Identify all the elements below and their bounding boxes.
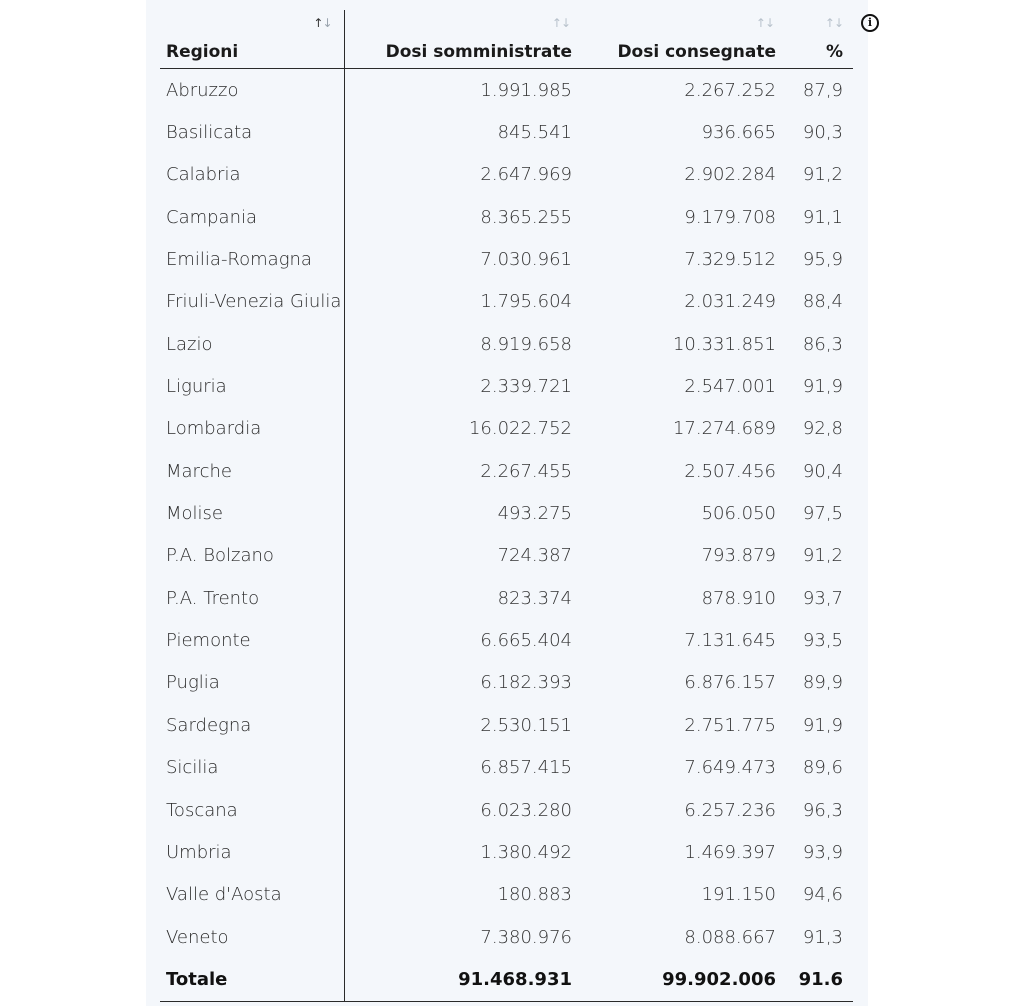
administered-cell: 823.374 [497,587,572,609]
delivered-cell: 6.257.236 [684,799,776,821]
column-header-percent[interactable] [776,10,853,69]
percent-cell: 91,2 [802,545,843,567]
region-cell: Abruzzo [160,69,344,112]
administered-cell: 7.030.961 [480,249,572,271]
sort-arrows-icon[interactable]: ↑↓ [551,16,570,30]
column-header-label: % [825,42,843,62]
table-row [160,238,853,280]
table-row [160,662,853,704]
table-row [160,154,853,196]
column-header-region[interactable] [160,10,344,69]
region-cell: Puglia [160,662,344,704]
percent-cell: 86,3 [802,333,843,355]
region-cell: Sardegna [160,704,344,746]
administered-cell: 6.665.404 [480,630,572,652]
region-cell: Marche [160,450,344,492]
region-cell: Veneto [160,916,344,958]
delivered-cell: 8.088.667 [684,926,776,948]
sort-arrows-icon[interactable]: ↑↓ [755,16,774,30]
delivered-cell: 878.910 [701,587,776,609]
percent-cell: 90,3 [802,122,843,144]
administered-cell: 1.991.985 [480,79,572,101]
administered-cell: 724.387 [497,545,572,567]
region-cell: P.A. Trento [160,577,344,619]
percent-cell: 91,3 [802,926,843,948]
table-row [160,704,853,746]
region-cell: Molise [160,492,344,534]
administered-cell: 1.380.492 [480,841,572,863]
administered-cell: 2.647.969 [480,164,572,186]
sort-arrows-icon[interactable]: ↑↓ [824,16,843,30]
delivered-cell: 7.131.645 [684,630,776,652]
total-administered-cell: 91.468.931 [344,958,572,1001]
delivered-cell: 17.274.689 [672,418,776,440]
table-row [160,196,853,238]
delivered-cell: 9.179.708 [684,206,776,228]
administered-cell: 7.380.976 [480,926,572,948]
administered-cell: 1.795.604 [480,291,572,313]
table-row [160,111,853,153]
region-cell: Friuli-Venezia Giulia [160,281,344,323]
percent-cell: 94,6 [802,884,843,906]
column-header-delivered[interactable] [572,10,776,69]
delivered-cell: 2.507.456 [684,460,776,482]
delivered-cell: 10.331.851 [672,333,776,355]
percent-cell: 95,9 [802,249,843,271]
table-row [160,535,853,577]
region-cell: Emilia-Romagna [160,238,344,280]
delivered-cell: 2.267.252 [684,79,776,101]
delivered-cell: 2.547.001 [684,376,776,398]
table-header-row [160,10,853,69]
delivered-cell: 6.876.157 [684,672,776,694]
percent-cell: 87,9 [802,79,843,101]
table-row [160,69,853,112]
table-row [160,916,853,958]
table-row [160,492,853,534]
percent-cell: 96,3 [802,799,843,821]
administered-cell: 493.275 [497,503,572,525]
delivered-cell: 2.751.775 [684,714,776,736]
percent-cell: 89,9 [802,672,843,694]
table-row [160,281,853,323]
delivered-cell: 936.665 [701,122,776,144]
administered-cell: 6.857.415 [480,757,572,779]
region-cell: Piemonte [160,619,344,661]
column-header-label: Regioni [166,42,239,62]
table-row [160,831,853,873]
table-row [160,577,853,619]
table-row [160,747,853,789]
administered-cell: 2.530.151 [480,714,572,736]
table-row [160,408,853,450]
table-body [160,69,853,1002]
table-row [160,450,853,492]
delivered-cell: 7.329.512 [684,249,776,271]
delivered-cell: 793.879 [701,545,776,567]
region-cell: Umbria [160,831,344,873]
delivered-cell: 191.150 [701,884,776,906]
administered-cell: 6.182.393 [480,672,572,694]
region-cell: Campania [160,196,344,238]
delivered-cell: 1.469.397 [684,841,776,863]
administered-cell: 8.919.658 [480,333,572,355]
percent-cell: 91,9 [802,714,843,736]
column-header-administered[interactable] [344,10,572,69]
percent-cell: 93,7 [802,587,843,609]
administered-cell: 845.541 [497,122,572,144]
administered-cell: 2.339.721 [480,376,572,398]
region-cell: Lombardia [160,408,344,450]
administered-cell: 2.267.455 [480,460,572,482]
region-cell: Valle d'Aosta [160,874,344,916]
percent-cell: 92,8 [802,418,843,440]
column-header-label: Dosi somministrate [385,42,572,62]
table-row [160,874,853,916]
region-cell: Sicilia [160,747,344,789]
total-row [160,958,853,1001]
table-row [160,789,853,831]
total-percent-cell: 91.6 [776,958,853,1001]
delivered-cell: 2.031.249 [684,291,776,313]
region-cell: P.A. Bolzano [160,535,344,577]
info-icon[interactable]: i [861,14,879,32]
table-row [160,365,853,407]
table-row [160,323,853,365]
percent-cell: 93,5 [802,630,843,652]
column-header-label: Dosi consegnate [617,42,776,62]
percent-cell: 91,2 [802,164,843,186]
administered-cell: 6.023.280 [480,799,572,821]
delivered-cell: 506.050 [701,503,776,525]
total-label-cell: Totale [160,958,344,1001]
region-cell: Lazio [160,323,344,365]
percent-cell: 91,9 [802,376,843,398]
percent-cell: 91,1 [802,206,843,228]
administered-cell: 16.022.752 [468,418,572,440]
delivered-cell: 2.902.284 [684,164,776,186]
administered-cell: 180.883 [497,884,572,906]
total-delivered-cell: 99.902.006 [572,958,776,1001]
percent-cell: 93,9 [802,841,843,863]
region-cell: Basilicata [160,111,344,153]
table-row [160,619,853,661]
percent-cell: 97,5 [802,503,843,525]
percent-cell: 89,6 [802,757,843,779]
region-cell: Toscana [160,789,344,831]
sort-arrows-icon[interactable]: ↑↓ [313,16,332,30]
administered-cell: 8.365.255 [480,206,572,228]
vaccine-doses-table [160,10,853,1002]
delivered-cell: 7.649.473 [684,757,776,779]
region-cell: Calabria [160,154,344,196]
percent-cell: 90,4 [802,460,843,482]
region-cell: Liguria [160,365,344,407]
percent-cell: 88,4 [802,291,843,313]
